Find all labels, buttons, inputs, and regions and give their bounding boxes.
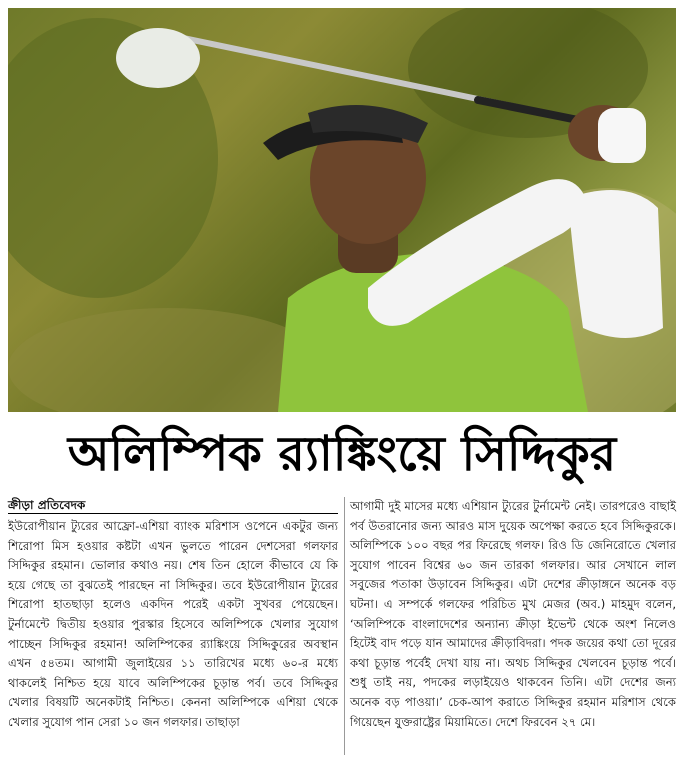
- headline: অলিম্পিক র‌্যাঙ্কিংয়ে সিদ্দিকুর: [67, 426, 617, 482]
- golfer-photo: [8, 8, 676, 412]
- column-divider: [344, 497, 345, 755]
- golfer-illustration: [8, 8, 676, 412]
- article-column-left: ইউরোপীয়ান ট্যুরের আফ্রো-এশিয়া ব্যাংক মরিশাস ওপেনে একটুর জন্য শিরোপা মিস হওয়ার কষ্টটা এখন ভুলতে পারেন দেশসেরা গলফার সিদ্দিকুর রহমান। ভোলার কথাও নয়। শেষ তিন হোলে কীভাবে যে কি হয়ে গেছে তা বুঝতেই পারছেন না সিদ্দিকুর। তবে ইউরোপীয়ান ট্যুরের শিরোপা হাতছাড়া হলেও একদিন পরেই একটা সুখবর পেয়েছেন। টুর্নামেন্টে দ্বিতীয় হওয়ার পুরস্কার হিসেবে অলিম্পিকে খেলার সুযোগ পাচ্ছেন সিদ্দিকুর রহমান! অলিম্পিকের র‌্যাঙ্কিংয়ে সিদ্দিকুরের অবস্থান এখন ৫৪তম। আগামী জুলাইয়ের ১১ তারিখের মধ্যে ৬০-র মধ্যে থাকলেই নিশ্চিত হয়ে যাবে অলিম্পিকের চূড়ান্ত পর্ব। তবে সিদ্দিকুর খেলার বিষয়টি অনেকটাই নিশ্চিত। কেননা অলিম্পিকে এশিয়া থেকে খেলার সুযোগ পান সেরা ১০ জন গলফার। তাছাড়া: [8, 519, 338, 729]
- byline: ক্রীড়া প্রতিবেদক: [8, 498, 86, 512]
- article-column-right: আগামী দুই মাসের মধ্যে এশিয়ান ট্যুরের টুর্নামেন্ট নেই। তারপরেও বাছাই পর্ব উতরানোর জন্য আরও মাস দুয়েক অপেক্ষা করতে হবে সিদ্দিকুরকে। অলিম্পিকে ১০০ বছর পর ফিরেছে গলফ। রিও ডি জেনিরোতে খেলার সুযোগ পাবেন বিশ্বের ৬০ জন তারকা গলফার। আর সেখানে লাল সবুজের পতাকা উড়াবেন সিদ্দিকুর। এটা দেশের ক্রীড়াঙ্গনে অনেক বড় ঘটনা। এ সম্পর্কে গলফের পরিচিত মুখ মেজর (অব.) মাহমুদ বলেন, ‘অলিম্পিকে বাংলাদেশের অন্যান্য ক্রীড়া ইভেন্ট থেকে অংশ নিলেও হিটেই বাদ পড়ে যান আমাদের ক্রীড়াবিদরা। পদক জয়ের কথা তো দূরের কথা চূড়ান্ত পর্বেই দেখা যায় না। অথচ সিদ্দিকুর খেলবেন চূড়ান্ত পর্বে। শুধু তাই নয়, পদকের লড়াইয়েও থাকবেন তিনি। এটা দেশের জন্য অনেক বড় পাওয়া।’ চেক-আপ করাতে সিদ্দিকুর রহমান মরিশাস থেকে গিয়েছেন যুক্তরাষ্ট্রের মিয়ামিতে। দেশে ফিরবেন ২৭ মে।: [350, 499, 676, 729]
- byline-rule: [8, 513, 338, 514]
